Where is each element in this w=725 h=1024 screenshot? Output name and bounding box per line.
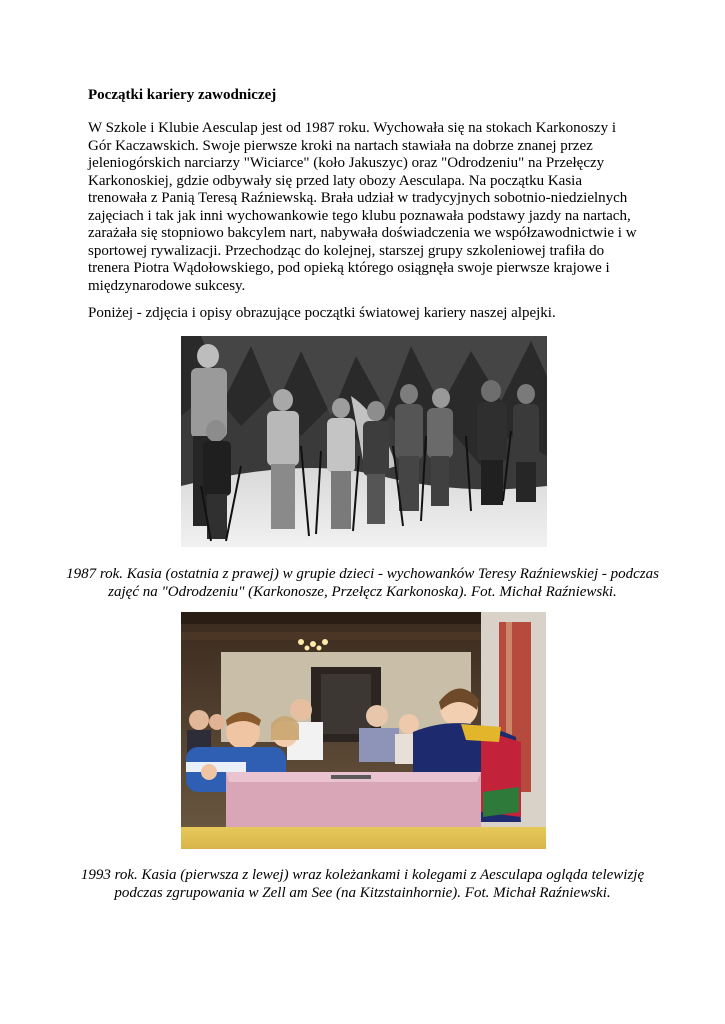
photo-caption-1987: 1987 rok. Kasia (ostatnia z prawej) w grupie dzieci - wychowanków Teresy Raźniewskiej - podczas zajęć na "Odrodzeniu" (Karkonosze, Przełęcz Karkonoska). Fot. Michał Raźniewski. (66, 566, 659, 600)
photo-caption-1993: 1993 rok. Kasia (pierwsza z lewej) wraz koleżankami i kolegami z Aesculapa ogląda telewizję podczas zgrupowania w Zell am See (na Kitzstainhornie). Fot. Michał Raźniewski. (80, 867, 645, 901)
photo-children-skiing-1987 (181, 336, 547, 547)
intro-paragraph: W Szkole i Klubie Aesculap jest od 1987 roku. Wychowała się na stokach Karkonoszy i Gór Kaczawskich. Swoje pierwsze kroki na nartach stawiała na dobrze znanej przez jeleniogórskich narciarzy "Wiciarce" (koło Jakuszyc) oraz "Odrodzeniu" na Przełęczy Karkonoskiej, gdzie odbywały się przed laty obozy Aesculapa. Na początku Kasia trenowała z Panią Teresą Raźniewską. Brała udział w tradycyjnych sobotnio-niedzielnych zajęciach i tak jak inni wychowankowie tego klubu poznawała podstawy jazdy na nartach, zarażała się stopniowo bakcylem nart, nabywała doświadczenia we współzawodnictwie i w sportowej rywalizacji. Przechodząc do kolejnej, starszej grupy szkoleniowej trafiła do trenera Piotra Wądołowskiego, pod opieką którego osiągnęła swoje pierwsze krajowe i międzynarodowe sukcesy. (88, 120, 637, 294)
section-heading: Początki kariery zawodniczej (88, 87, 277, 103)
photos-intro-paragraph: Poniżej - zdjęcia i opisy obrazujące początki światowej kariery naszej alpejki. (88, 305, 556, 321)
photo-group-watching-tv-1993 (181, 612, 546, 849)
